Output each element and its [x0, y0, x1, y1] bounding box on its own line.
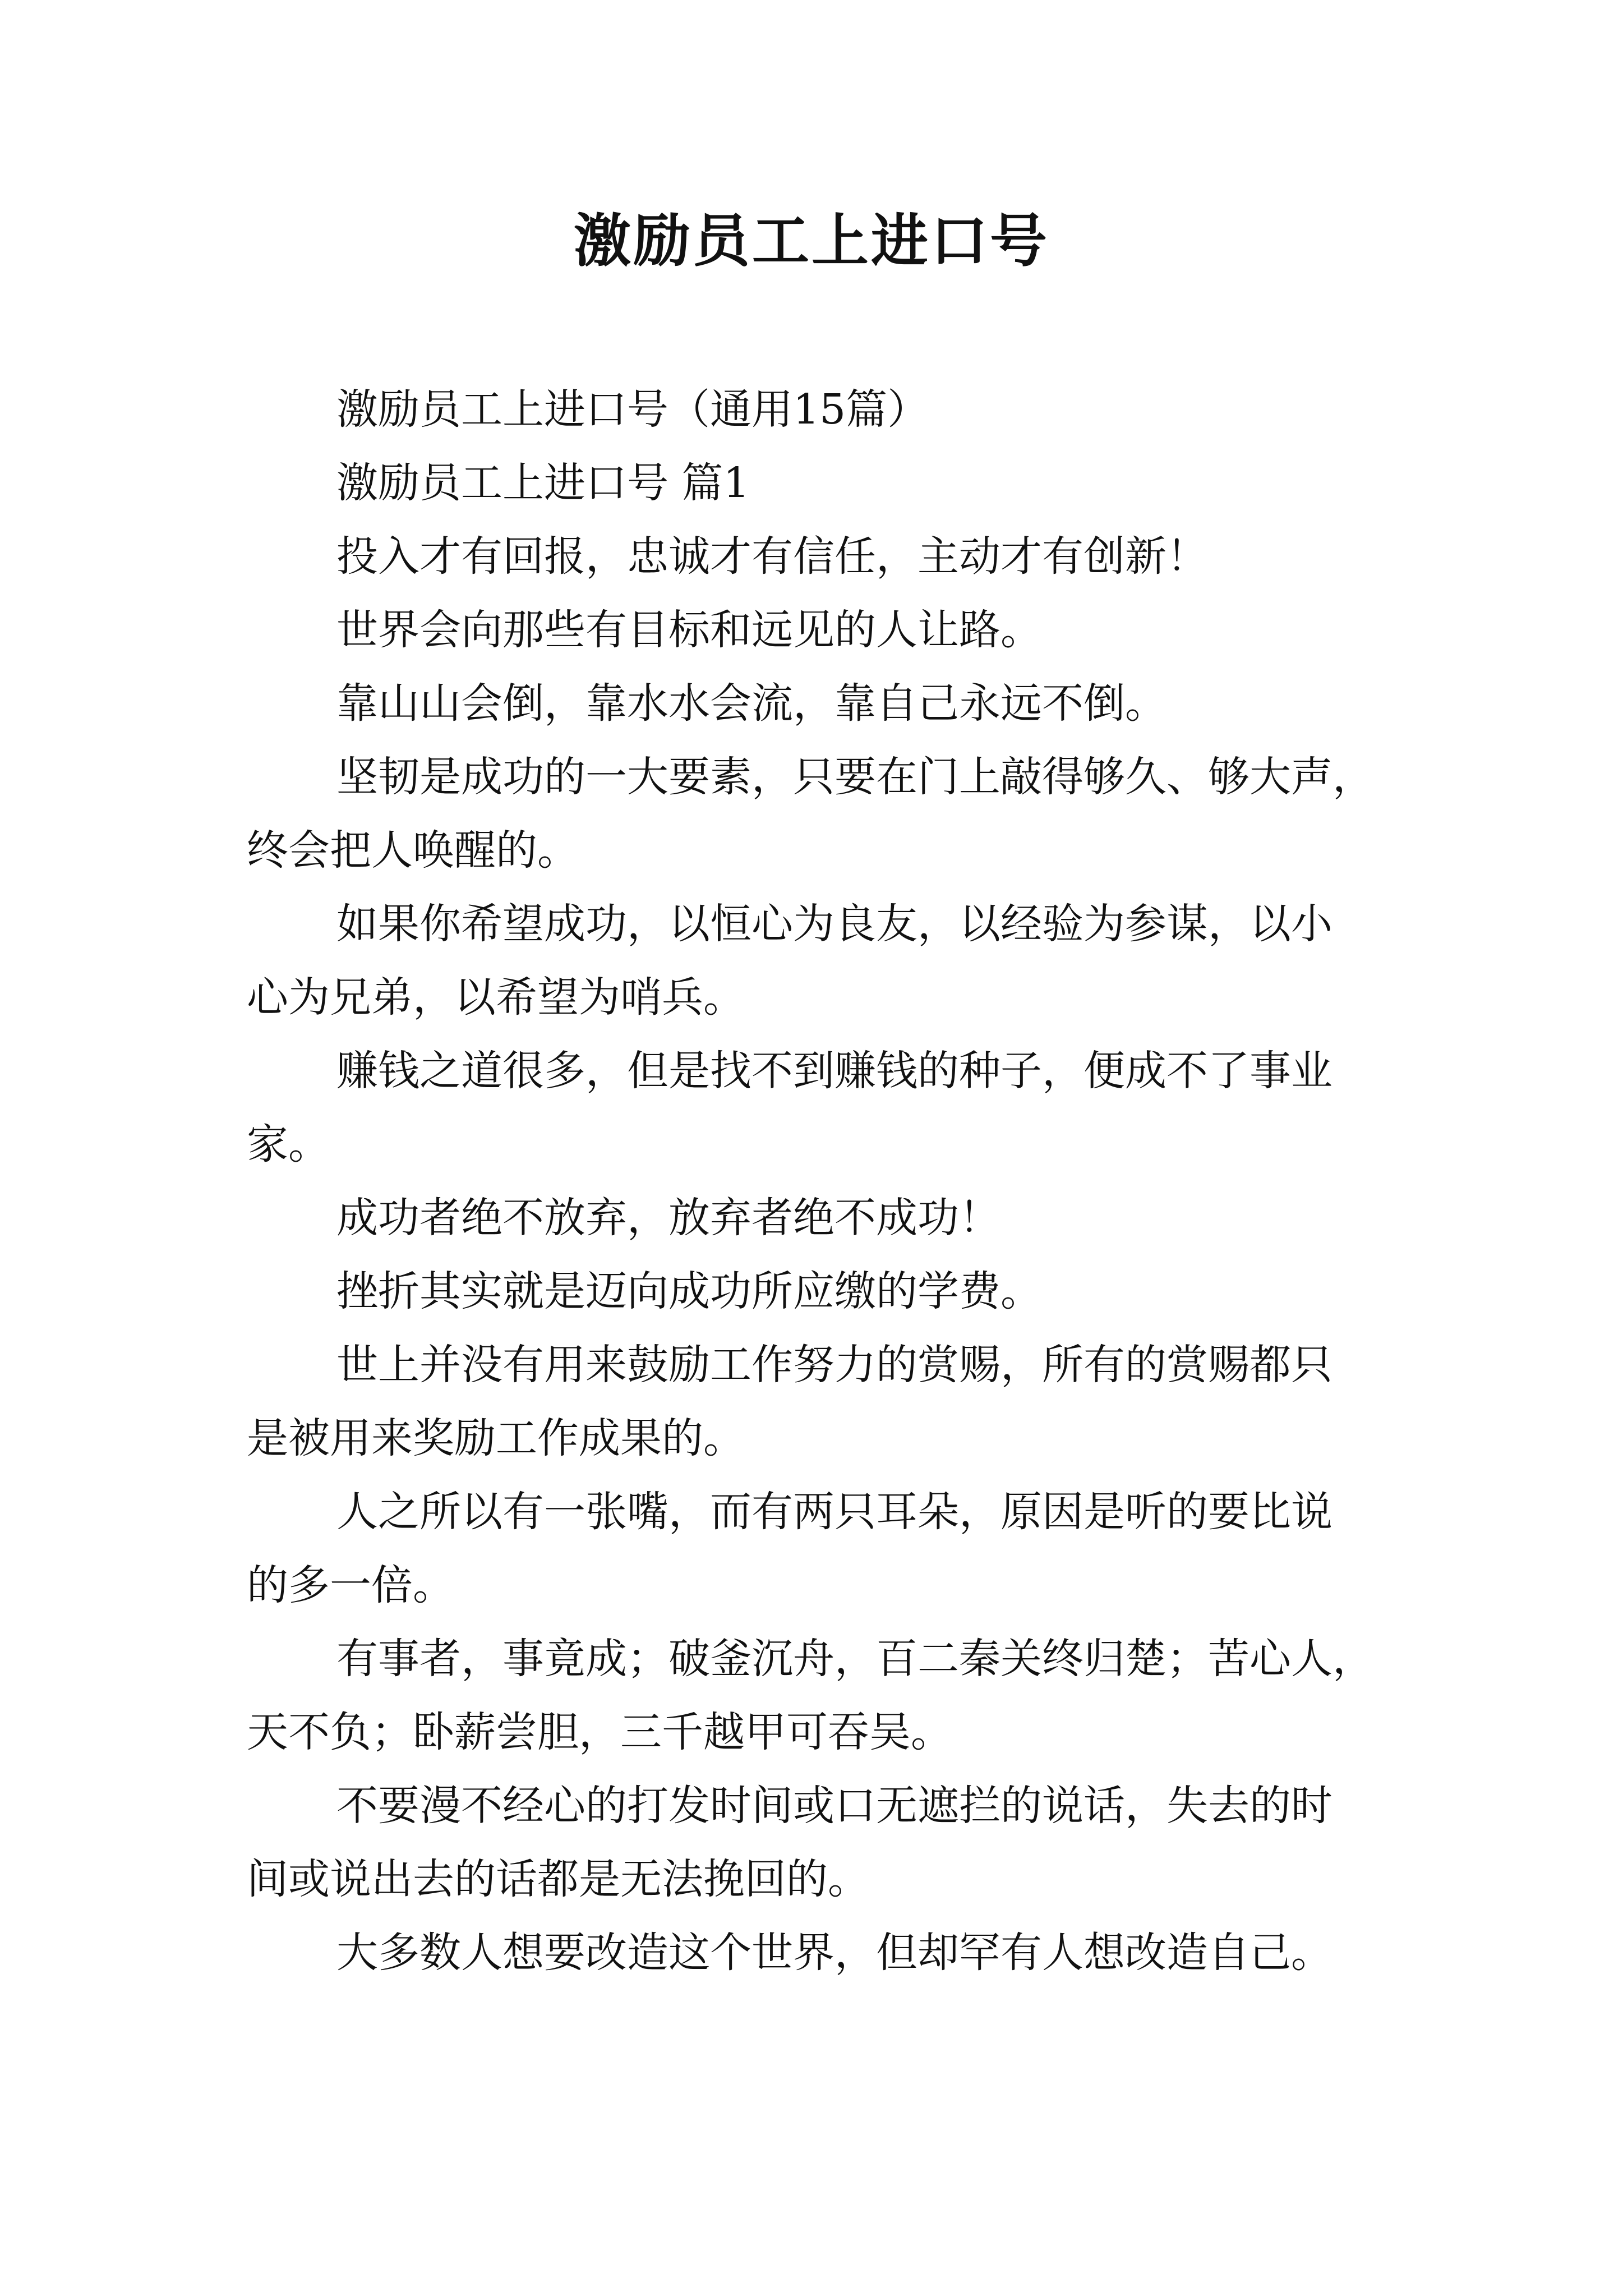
paragraph-continuation-line: 心为兄弟，以希望为哨兵。 [247, 973, 745, 1022]
paragraph [247, 667, 1413, 740]
paragraph [247, 1916, 1413, 1990]
paragraph-line: 人之所以有一张嘴，而有两只耳朵，原因是听的要比说 [336, 1488, 1332, 1536]
paragraph [247, 1769, 1413, 1916]
paragraph [247, 1255, 1413, 1328]
paragraph-line: 有事者，事竟成；破釜沉舟，百二秦关终归楚；苦心人， [336, 1635, 1374, 1683]
paragraph-line: 世界会向那些有目标和远见的人让路。 [336, 606, 1042, 654]
paragraph-continuation-line: 间或说出去的话都是无法挽回的。 [247, 1855, 869, 1903]
paragraph-continuation-line: 终会把人唤醒的。 [247, 826, 579, 875]
paragraph [247, 1328, 1413, 1475]
paragraph [247, 447, 1413, 520]
paragraph-line: 赚钱之道很多，但是找不到赚钱的种子，便成不了事业 [336, 1047, 1332, 1095]
paragraph-line: 世上并没有用来鼓励工作努力的赏赐，所有的赏赐都只 [336, 1341, 1332, 1389]
paragraph-continuation-line: 的多一倍。 [247, 1561, 454, 1609]
paragraph [247, 887, 1413, 1034]
paragraph-continuation-line: 天不负；卧薪尝胆，三千越甲可吞吴。 [247, 1708, 952, 1756]
paragraph-line: 不要漫不经心的打发时间或口无遮拦的说话，失去的时 [336, 1782, 1332, 1830]
paragraph-line: 坚韧是成功的一大要素，只要在门上敲得够久、够大声， [336, 753, 1374, 801]
paragraph [247, 520, 1413, 593]
paragraph-line: 激励员工上进口号（通用15篇） [336, 385, 929, 434]
paragraph [247, 373, 1413, 447]
paragraph-continuation-line: 家。 [247, 1120, 330, 1168]
paragraph-line: 投入才有回报，忠诚才有信任，主动才有创新！ [336, 532, 1208, 581]
paragraph [247, 1034, 1413, 1181]
paragraph [247, 1622, 1413, 1769]
paragraph-continuation-line: 是被用来奖励工作成果的。 [247, 1414, 745, 1462]
paragraph-line: 大多数人想要改造这个世界，但却罕有人想改造自己。 [336, 1929, 1332, 1977]
document-title: 激励员工上进口号 [574, 208, 1049, 275]
paragraph [247, 1475, 1413, 1622]
paragraph [247, 1181, 1413, 1255]
paragraph-line: 挫折其实就是迈向成功所应缴的学费。 [336, 1267, 1042, 1315]
document-body [247, 373, 1413, 1990]
paragraph-line: 成功者绝不放弃，放弃者绝不成功！ [336, 1194, 1000, 1242]
paragraph-line: 激励员工上进口号 篇1 [336, 459, 750, 507]
paragraph-line: 如果你希望成功，以恒心为良友，以经验为参谋，以小 [336, 900, 1332, 948]
paragraph [247, 593, 1413, 667]
paragraph-line: 靠山山会倒，靠水水会流，靠自己永远不倒。 [336, 679, 1166, 728]
paragraph [247, 740, 1413, 887]
